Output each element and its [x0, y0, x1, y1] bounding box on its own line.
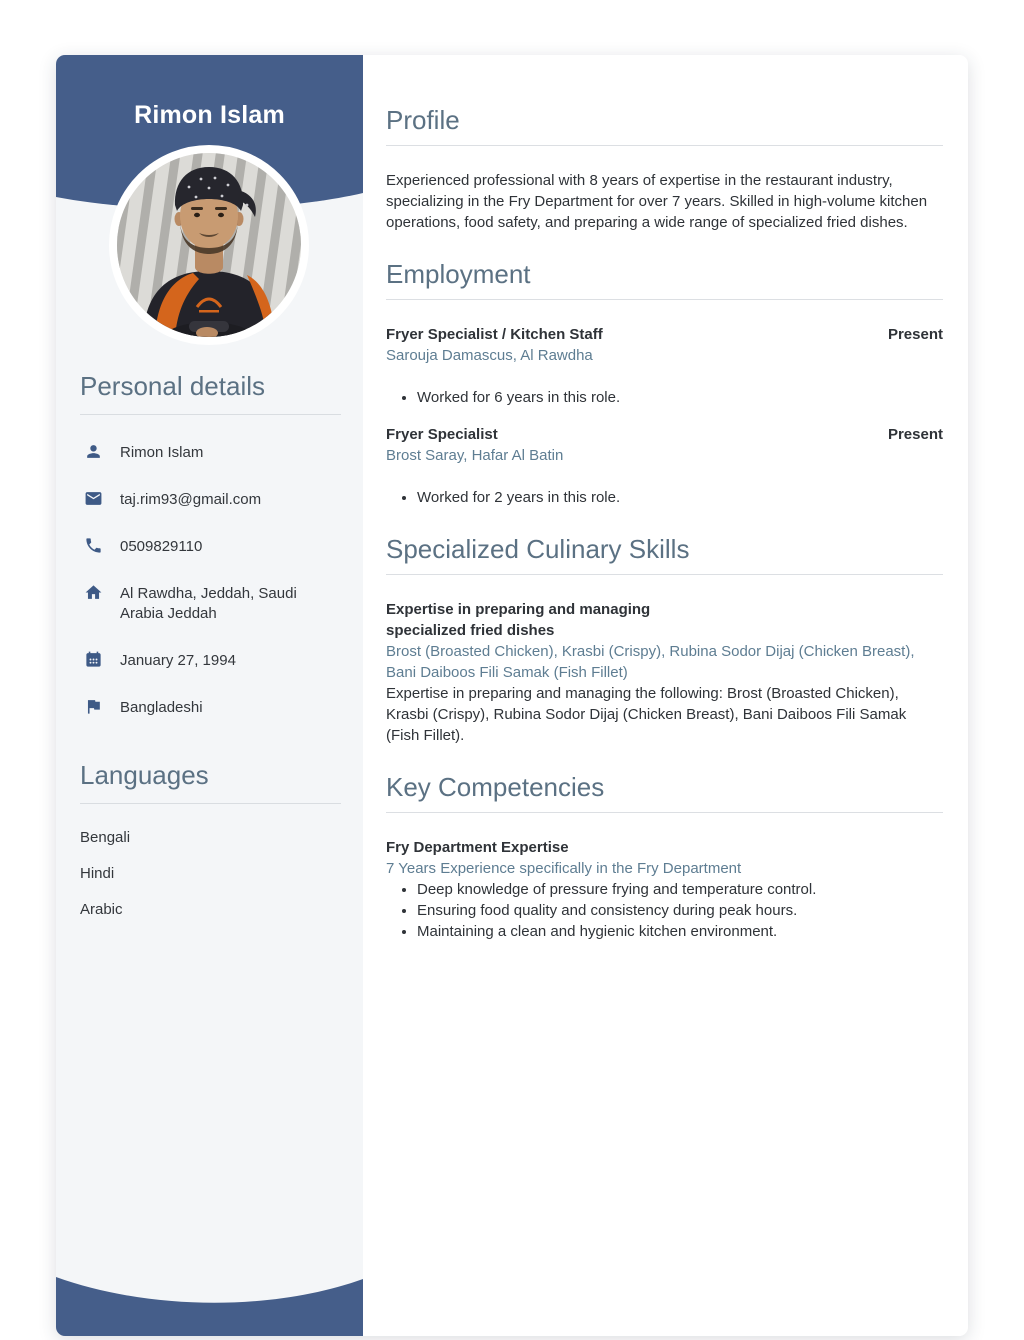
job-location: Sarouja Damascus, Al Rawdha	[386, 347, 593, 364]
competencies-highlight: 7 Years Experience specifically in the Fry Department	[386, 860, 742, 877]
job-header	[386, 424, 943, 445]
profile-title: Profile	[386, 105, 460, 135]
skills-heading-line2: specialized fried dishes	[386, 622, 555, 639]
language-item: Hindi	[80, 865, 115, 882]
job-bullet: • Worked for 6 years in this role.	[417, 387, 943, 408]
detail-row-name	[80, 441, 341, 463]
competencies-title: Key Competencies	[386, 772, 605, 802]
resume-document	[56, 55, 968, 1336]
employment-title: Employment	[386, 259, 531, 289]
email-icon	[84, 488, 104, 508]
personal-details-list	[80, 441, 341, 718]
job-entry	[386, 324, 943, 408]
language-item: Bengali	[80, 829, 131, 846]
candidate-name: Rimon Islam	[134, 101, 285, 129]
calendar-icon	[84, 649, 104, 669]
detail-email-value: taj.rim93@gmail.com	[120, 491, 262, 508]
languages-divider	[80, 803, 341, 804]
job-date: Present	[887, 326, 943, 343]
competencies-section	[386, 772, 943, 942]
language-item: Arabic	[80, 901, 123, 918]
job-header	[386, 324, 943, 345]
detail-name-value: Rimon Islam	[120, 444, 204, 461]
skills-section	[386, 534, 943, 746]
job-title: Fryer Specialist	[386, 426, 498, 443]
profile-photo-image	[117, 153, 301, 337]
competency-bullet: • Ensuring food quality and consistency during peak hours.	[417, 900, 943, 921]
sidebar	[56, 55, 363, 1336]
main-content	[363, 55, 968, 1336]
languages-list	[80, 828, 341, 920]
user-icon	[84, 441, 104, 461]
personal-details-title: Personal details	[80, 371, 265, 401]
detail-row-phone	[80, 535, 341, 557]
competencies-bullets	[386, 879, 943, 942]
flag-icon	[84, 696, 104, 716]
job-date: Present	[887, 426, 943, 443]
skills-heading-line1: Expertise in preparing and managing	[386, 601, 651, 618]
detail-phone-value: 0509829110	[120, 538, 203, 555]
languages-title: Languages	[80, 760, 209, 790]
skills-highlight: Brost (Broasted Chicken), Krasbi (Crispy), Rubina Sodor Dijaj (Chicken Breast), Bani Daiboos Fili Samak (Fish Fillet)	[386, 643, 915, 681]
skills-body	[386, 599, 943, 746]
detail-row-birthdate	[80, 649, 341, 671]
languages-section	[80, 760, 341, 920]
detail-nationality-value: Bangladeshi	[120, 699, 203, 716]
profile-section	[386, 105, 943, 233]
job-bullets	[386, 387, 943, 408]
personal-details-section	[80, 371, 341, 718]
profile-text: Experienced professional with 8 years of expertise in the restaurant industry, specializing in the Fry Department for over 7 years. Skilled in high-volume kitchen operations, food safety, and preparing a wide range of specialized fried dishes.	[386, 172, 928, 231]
job-title: Fryer Specialist / Kitchen Staff	[386, 326, 603, 343]
skills-description: Expertise in preparing and managing the following: Brost (Broasted Chicken), Krasbi (Crispy), Rubina Sodor Dijaj (Chicken Breast), Bani Daiboos Fili Samak (Fish Fillet).	[386, 685, 907, 744]
profile-photo	[109, 145, 309, 345]
personal-details-divider	[80, 414, 341, 415]
sidebar-footer-curve	[56, 1274, 363, 1336]
competencies-subtitle: Fry Department Expertise	[386, 839, 569, 856]
detail-row-email	[80, 488, 341, 510]
competencies-body	[386, 837, 943, 942]
detail-row-nationality	[80, 696, 341, 718]
competency-bullet: • Deep knowledge of pressure frying and temperature control.	[417, 879, 943, 900]
job-entry	[386, 424, 943, 508]
job-bullet: • Worked for 2 years in this role.	[417, 487, 943, 508]
competencies-divider	[386, 812, 943, 813]
job-bullets	[386, 487, 943, 508]
phone-icon	[84, 535, 104, 555]
employment-section	[386, 259, 943, 508]
home-icon	[84, 582, 104, 602]
job-location: Brost Saray, Hafar Al Batin	[386, 447, 564, 464]
detail-address-value: Al Rawdha, Jeddah, Saudi Arabia Jeddah	[120, 585, 297, 622]
skills-title: Specialized Culinary Skills	[386, 534, 690, 564]
competency-bullet: • Maintaining a clean and hygienic kitchen environment.	[417, 921, 943, 942]
detail-row-address	[80, 582, 341, 624]
sidebar-content	[56, 371, 363, 936]
employment-divider	[386, 299, 943, 300]
detail-birthdate-value: January 27, 1994	[120, 652, 236, 669]
profile-divider	[386, 145, 943, 146]
skills-divider	[386, 574, 943, 575]
